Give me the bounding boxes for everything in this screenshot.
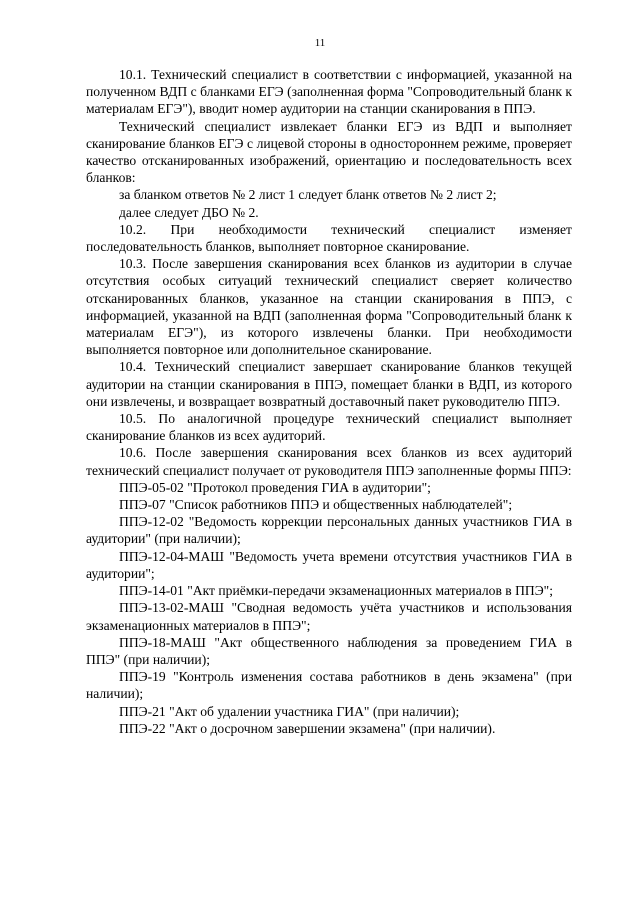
paragraph-10-6: 10.6. После завершения сканирования всех бланков из всех аудиторий технический специалист получает от руководителя ППЭ заполненные формы ППЭ: bbox=[86, 445, 572, 478]
document-body bbox=[86, 66, 572, 737]
form-item-ppe-13-02-mash: ППЭ-13-02-МАШ "Сводная ведомость учёта участников и использования экзаменационных материалов в ППЭ"; bbox=[86, 600, 572, 633]
paragraph-scanning-procedure: Технический специалист извлекает бланки ЕГЭ из ВДП и выполняет сканирование бланков ЕГЭ с лицевой стороны в одностороннем режиме, проверяет качество отсканированных изображений, ориентацию и последовательность всех бланков: bbox=[86, 118, 572, 186]
form-item-ppe-05-02: ППЭ-05-02 "Протокол проведения ГИА в аудитории"; bbox=[119, 479, 431, 495]
form-item-ppe-14-01: ППЭ-14-01 "Акт приёмки-передачи экзаменационных материалов в ППЭ"; bbox=[119, 583, 554, 599]
paragraph-10-1: 10.1. Технический специалист в соответствии с информацией, указанной на полученном ВДП с бланками ЕГЭ (заполненная форма "Сопроводительный бланк к материалам ЕГЭ"), вводит номер аудитории на станции сканирования в ППЭ. bbox=[86, 67, 572, 117]
paragraph-10-2: 10.2. При необходимости технический специалист изменяет последовательность бланков, выполняет повторное сканирование. bbox=[86, 221, 572, 255]
form-item-ppe-07: ППЭ-07 "Список работников ППЭ и общественных наблюдателей"; bbox=[119, 497, 513, 513]
form-item-ppe-12-02: ППЭ-12-02 "Ведомость коррекции персональных данных участников ГИА в аудитории" (при наличии); bbox=[86, 514, 572, 547]
form-item-ppe-12-04-mash: ППЭ-12-04-МАШ "Ведомость учета времени отсутствия участников ГИА в аудитории"; bbox=[86, 548, 572, 581]
paragraph-10-3: 10.3. После завершения сканирования всех бланков из аудитории в случае отсутствия особых ситуаций технический специалист сверяет количество отсканированных бланков, указанное на станции сканирования в ППЭ, с информацией, указанной на ВДП (заполненная форма "Сопроводительный бланк к материалам ЕГЭ"), из которого извлечены бланки. При необходимости выполняется повторное или дополнительное сканирование. bbox=[86, 256, 572, 358]
paragraph-10-5: 10.5. По аналогичной процедуре технический специалист выполняет сканирование бланков из всех аудиторий. bbox=[86, 411, 572, 444]
form-item-ppe-21: ППЭ-21 "Акт об удалении участника ГИА" (при наличии); bbox=[119, 703, 460, 719]
form-item-ppe-18-mash: ППЭ-18-МАШ "Акт общественного наблюдения за проведением ГИА в ППЭ" (при наличии); bbox=[86, 634, 572, 667]
paragraph-order-sheet-2: за бланком ответов № 2 лист 1 следует бланк ответов № 2 лист 2; bbox=[119, 187, 497, 203]
form-item-ppe-19: ППЭ-19 "Контроль изменения состава работников в день экзамена" (при наличии); bbox=[86, 669, 572, 702]
form-item-ppe-22: ППЭ-22 "Акт о досрочном завершении экзамена" (при наличии). bbox=[119, 720, 496, 736]
paragraph-10-4: 10.4. Технический специалист завершает сканирование бланков текущей аудитории на станции сканирования в ППЭ, помещает бланки в ВДП, из которого они извлечены, и возвращает возвратный доставочный пакет руководителю ППЭ. bbox=[86, 359, 572, 409]
paragraph-order-dbo: далее следует ДБО № 2. bbox=[119, 204, 259, 220]
page-number: 11 bbox=[314, 37, 326, 49]
